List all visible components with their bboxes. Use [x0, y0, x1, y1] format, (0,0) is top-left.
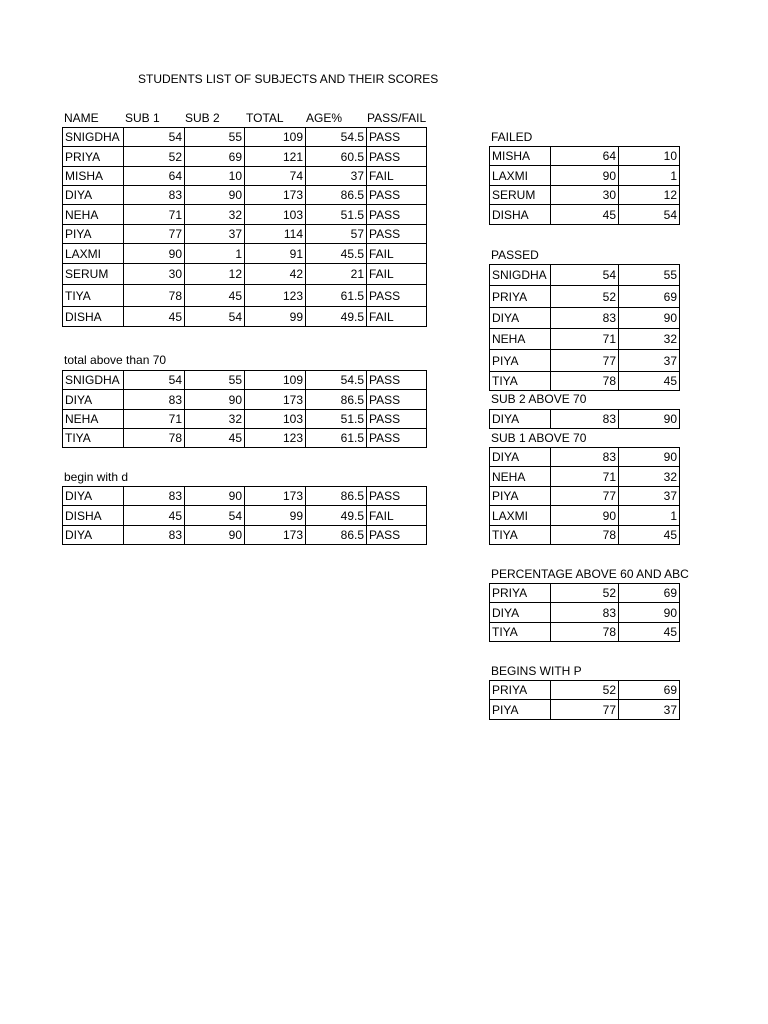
sub2-cell: 69: [619, 681, 680, 700]
name-cell: MISHA: [490, 147, 551, 166]
name-cell: TIYA: [490, 372, 551, 391]
sub2-cell: 45: [185, 429, 245, 448]
failed-table: [489, 146, 680, 225]
sub2-cell: 32: [619, 467, 680, 487]
status-cell: FAIL: [367, 307, 427, 327]
name-cell: PRIYA: [490, 681, 551, 700]
table-row: [490, 147, 680, 166]
name-cell: MISHA: [63, 167, 124, 186]
sub1-cell: 83: [551, 603, 619, 623]
sub1-cell: 71: [551, 329, 619, 350]
sub1-cell: 83: [124, 487, 185, 506]
sub1-cell: 77: [551, 487, 619, 506]
header-name: NAME: [64, 111, 99, 125]
sub1-cell: 52: [551, 584, 619, 603]
total-above-label: total above than 70: [64, 353, 167, 367]
table-row: [63, 506, 427, 526]
age-cell: 86.5: [306, 390, 367, 410]
sub1-cell: 45: [124, 307, 185, 327]
passed-table: [489, 264, 680, 391]
table-row: [490, 329, 680, 350]
name-cell: TIYA: [490, 526, 551, 545]
header-sub2: SUB 2: [185, 111, 220, 125]
age-cell: 37: [306, 167, 367, 186]
table-row: [63, 285, 427, 307]
sub2-cell: 69: [619, 584, 680, 603]
table-row: [63, 205, 427, 225]
name-cell: PRIYA: [490, 286, 551, 308]
sub1-cell: 77: [124, 225, 185, 244]
table-row: [490, 265, 680, 286]
sub2-cell: 54: [619, 205, 680, 225]
sub1-cell: 83: [551, 410, 619, 429]
age-cell: 49.5: [306, 307, 367, 327]
table-row: [63, 225, 427, 244]
total-cell: 103: [245, 205, 306, 225]
table-row: [63, 390, 427, 410]
name-cell: DIYA: [63, 526, 124, 545]
sub1-cell: 52: [551, 681, 619, 700]
sub1-cell: 78: [551, 623, 619, 642]
sub1-cell: 64: [551, 147, 619, 166]
status-cell: PASS: [367, 410, 427, 429]
status-cell: PASS: [367, 147, 427, 167]
table-row: [490, 410, 680, 429]
sub2-cell: 69: [185, 147, 245, 167]
age-cell: 86.5: [306, 186, 367, 205]
name-cell: SERUM: [490, 186, 551, 205]
table-row: [490, 700, 680, 720]
sub1-cell: 71: [124, 205, 185, 225]
age-cell: 54.5: [306, 128, 367, 147]
sub2-cell: 32: [619, 329, 680, 350]
total-cell: 42: [245, 264, 306, 285]
age-cell: 86.5: [306, 487, 367, 506]
age-cell: 51.5: [306, 410, 367, 429]
status-cell: PASS: [367, 526, 427, 545]
table-row: [63, 128, 427, 147]
age-cell: 21: [306, 264, 367, 285]
total-cell: 123: [245, 285, 306, 307]
sub1-cell: 83: [124, 186, 185, 205]
sub1-cell: 90: [124, 244, 185, 264]
table-row: [490, 681, 680, 700]
total-cell: 99: [245, 506, 306, 526]
sub2-cell: 90: [619, 308, 680, 329]
sub2-cell: 45: [619, 623, 680, 642]
sub1-cell: 83: [551, 308, 619, 329]
total-cell: 173: [245, 186, 306, 205]
sub1-cell: 77: [551, 700, 619, 720]
sub2-cell: 1: [619, 166, 680, 186]
name-cell: TIYA: [63, 429, 124, 448]
sub2-cell: 12: [619, 186, 680, 205]
sub2-cell: 90: [185, 186, 245, 205]
table-row: [63, 264, 427, 285]
sub1-cell: 77: [551, 350, 619, 372]
status-cell: FAIL: [367, 167, 427, 186]
name-cell: DISHA: [63, 506, 124, 526]
sub2-cell: 55: [185, 371, 245, 390]
name-cell: DIYA: [490, 308, 551, 329]
pct-above-label: PERCENTAGE ABOVE 60 AND ABC: [491, 567, 689, 581]
table-row: [490, 372, 680, 391]
name-cell: LAXMI: [63, 244, 124, 264]
header-age: AGE%: [306, 111, 343, 125]
table-row: [63, 186, 427, 205]
status-cell: PASS: [367, 285, 427, 307]
total-cell: 91: [245, 244, 306, 264]
sub1-cell: 54: [124, 371, 185, 390]
sub2-cell: 37: [185, 225, 245, 244]
total-cell: 123: [245, 429, 306, 448]
status-cell: PASS: [367, 390, 427, 410]
name-cell: NEHA: [490, 467, 551, 487]
table-row: [490, 526, 680, 545]
name-cell: LAXMI: [490, 166, 551, 186]
sub2-cell: 1: [185, 244, 245, 264]
name-cell: NEHA: [63, 410, 124, 429]
name-cell: PIYA: [490, 700, 551, 720]
failed-label: FAILED: [491, 130, 533, 144]
begin-d-table: [62, 486, 427, 545]
begins-p-table: [489, 680, 680, 720]
total-cell: 114: [245, 225, 306, 244]
sub1-cell: 52: [551, 286, 619, 308]
header-pass-fail: PASS/FAIL: [367, 111, 427, 125]
name-cell: SNIGDHA: [63, 128, 124, 147]
status-cell: PASS: [367, 128, 427, 147]
age-cell: 49.5: [306, 506, 367, 526]
name-cell: PRIYA: [63, 147, 124, 167]
table-row: [490, 506, 680, 526]
table-row: [63, 526, 427, 545]
name-cell: DIYA: [63, 487, 124, 506]
sub1-cell: 83: [551, 448, 619, 467]
sub2-cell: 90: [619, 448, 680, 467]
table-row: [490, 350, 680, 372]
sub1-cell: 30: [551, 186, 619, 205]
total-cell: 109: [245, 371, 306, 390]
sub2-cell: 45: [619, 372, 680, 391]
pct-above-table: [489, 583, 680, 642]
table-row: [63, 244, 427, 264]
sub1-cell: 90: [551, 166, 619, 186]
sub2-cell: 12: [185, 264, 245, 285]
table-row: [63, 371, 427, 390]
table-row: [490, 623, 680, 642]
sub2-above-table: [489, 409, 680, 429]
sub2-cell: 90: [619, 603, 680, 623]
begins-p-label: BEGINS WITH P: [491, 664, 582, 678]
status-cell: FAIL: [367, 506, 427, 526]
sub1-cell: 83: [124, 390, 185, 410]
sub1-above-table: [489, 447, 680, 545]
sub1-cell: 78: [124, 285, 185, 307]
age-cell: 86.5: [306, 526, 367, 545]
sub2-cell: 45: [619, 526, 680, 545]
name-cell: TIYA: [63, 285, 124, 307]
sub1-cell: 45: [124, 506, 185, 526]
table-row: [490, 467, 680, 487]
sub2-cell: 54: [185, 506, 245, 526]
sub2-cell: 37: [619, 350, 680, 372]
sub2-cell: 10: [185, 167, 245, 186]
name-cell: DISHA: [63, 307, 124, 327]
sub1-cell: 64: [124, 167, 185, 186]
name-cell: NEHA: [490, 329, 551, 350]
table-row: [490, 603, 680, 623]
total-cell: 121: [245, 147, 306, 167]
total-cell: 109: [245, 128, 306, 147]
sub2-cell: 90: [619, 410, 680, 429]
sub2-cell: 45: [185, 285, 245, 307]
table-row: [63, 410, 427, 429]
name-cell: SNIGDHA: [490, 265, 551, 286]
sub1-cell: 90: [551, 506, 619, 526]
status-cell: PASS: [367, 487, 427, 506]
age-cell: 57: [306, 225, 367, 244]
sub1-cell: 71: [124, 410, 185, 429]
table-row: [490, 308, 680, 329]
total-cell: 173: [245, 390, 306, 410]
name-cell: DIYA: [490, 448, 551, 467]
table-row: [490, 448, 680, 467]
main-scores-table: [62, 127, 427, 327]
status-cell: PASS: [367, 186, 427, 205]
sub1-cell: 45: [551, 205, 619, 225]
table-row: [63, 429, 427, 448]
sub2-cell: 32: [185, 410, 245, 429]
name-cell: DIYA: [63, 390, 124, 410]
table-row: [63, 167, 427, 186]
begin-d-label: begin with d: [64, 470, 129, 484]
age-cell: 61.5: [306, 429, 367, 448]
table-row: [490, 186, 680, 205]
name-cell: PIYA: [490, 487, 551, 506]
total-cell: 173: [245, 526, 306, 545]
name-cell: DIYA: [490, 410, 551, 429]
table-row: [490, 286, 680, 308]
name-cell: DIYA: [63, 186, 124, 205]
sub1-cell: 54: [124, 128, 185, 147]
table-row: [490, 166, 680, 186]
age-cell: 54.5: [306, 371, 367, 390]
name-cell: PIYA: [490, 350, 551, 372]
table-row: [63, 307, 427, 327]
name-cell: PIYA: [63, 225, 124, 244]
age-cell: 61.5: [306, 285, 367, 307]
name-cell: NEHA: [63, 205, 124, 225]
status-cell: PASS: [367, 205, 427, 225]
table-row: [490, 205, 680, 225]
name-cell: DIYA: [490, 603, 551, 623]
sub1-cell: 78: [551, 526, 619, 545]
name-cell: SERUM: [63, 264, 124, 285]
total-cell: 173: [245, 487, 306, 506]
sub2-cell: 90: [185, 526, 245, 545]
header-total: TOTAL: [246, 111, 284, 125]
sub2-cell: 90: [185, 487, 245, 506]
sub2-cell: 69: [619, 286, 680, 308]
sub1-cell: 71: [551, 467, 619, 487]
table-row: [63, 147, 427, 167]
sub2-cell: 37: [619, 700, 680, 720]
sub1-cell: 78: [551, 372, 619, 391]
sub1-cell: 78: [124, 429, 185, 448]
total-above-table: [62, 370, 427, 448]
name-cell: LAXMI: [490, 506, 551, 526]
total-cell: 99: [245, 307, 306, 327]
age-cell: 60.5: [306, 147, 367, 167]
sub2-above-label: SUB 2 ABOVE 70: [491, 392, 587, 406]
sub2-cell: 54: [185, 307, 245, 327]
total-cell: 74: [245, 167, 306, 186]
table-row: [63, 487, 427, 506]
sub2-cell: 1: [619, 506, 680, 526]
sub2-cell: 90: [185, 390, 245, 410]
sub1-cell: 54: [551, 265, 619, 286]
total-cell: 103: [245, 410, 306, 429]
page-title: STUDENTS LIST OF SUBJECTS AND THEIR SCORES: [138, 72, 439, 86]
passed-label: PASSED: [491, 248, 539, 262]
name-cell: TIYA: [490, 623, 551, 642]
name-cell: SNIGDHA: [63, 371, 124, 390]
table-row: [490, 584, 680, 603]
status-cell: PASS: [367, 429, 427, 448]
sub2-cell: 10: [619, 147, 680, 166]
age-cell: 51.5: [306, 205, 367, 225]
age-cell: 45.5: [306, 244, 367, 264]
sub1-cell: 83: [124, 526, 185, 545]
table-row: [490, 487, 680, 506]
status-cell: FAIL: [367, 244, 427, 264]
sub2-cell: 32: [185, 205, 245, 225]
status-cell: FAIL: [367, 264, 427, 285]
sub1-above-label: SUB 1 ABOVE 70: [491, 431, 587, 445]
sub1-cell: 52: [124, 147, 185, 167]
sub2-cell: 55: [185, 128, 245, 147]
sub2-cell: 55: [619, 265, 680, 286]
status-cell: PASS: [367, 225, 427, 244]
header-sub1: SUB 1: [125, 111, 160, 125]
sub1-cell: 30: [124, 264, 185, 285]
status-cell: PASS: [367, 371, 427, 390]
sub2-cell: 37: [619, 487, 680, 506]
name-cell: PRIYA: [490, 584, 551, 603]
name-cell: DISHA: [490, 205, 551, 225]
